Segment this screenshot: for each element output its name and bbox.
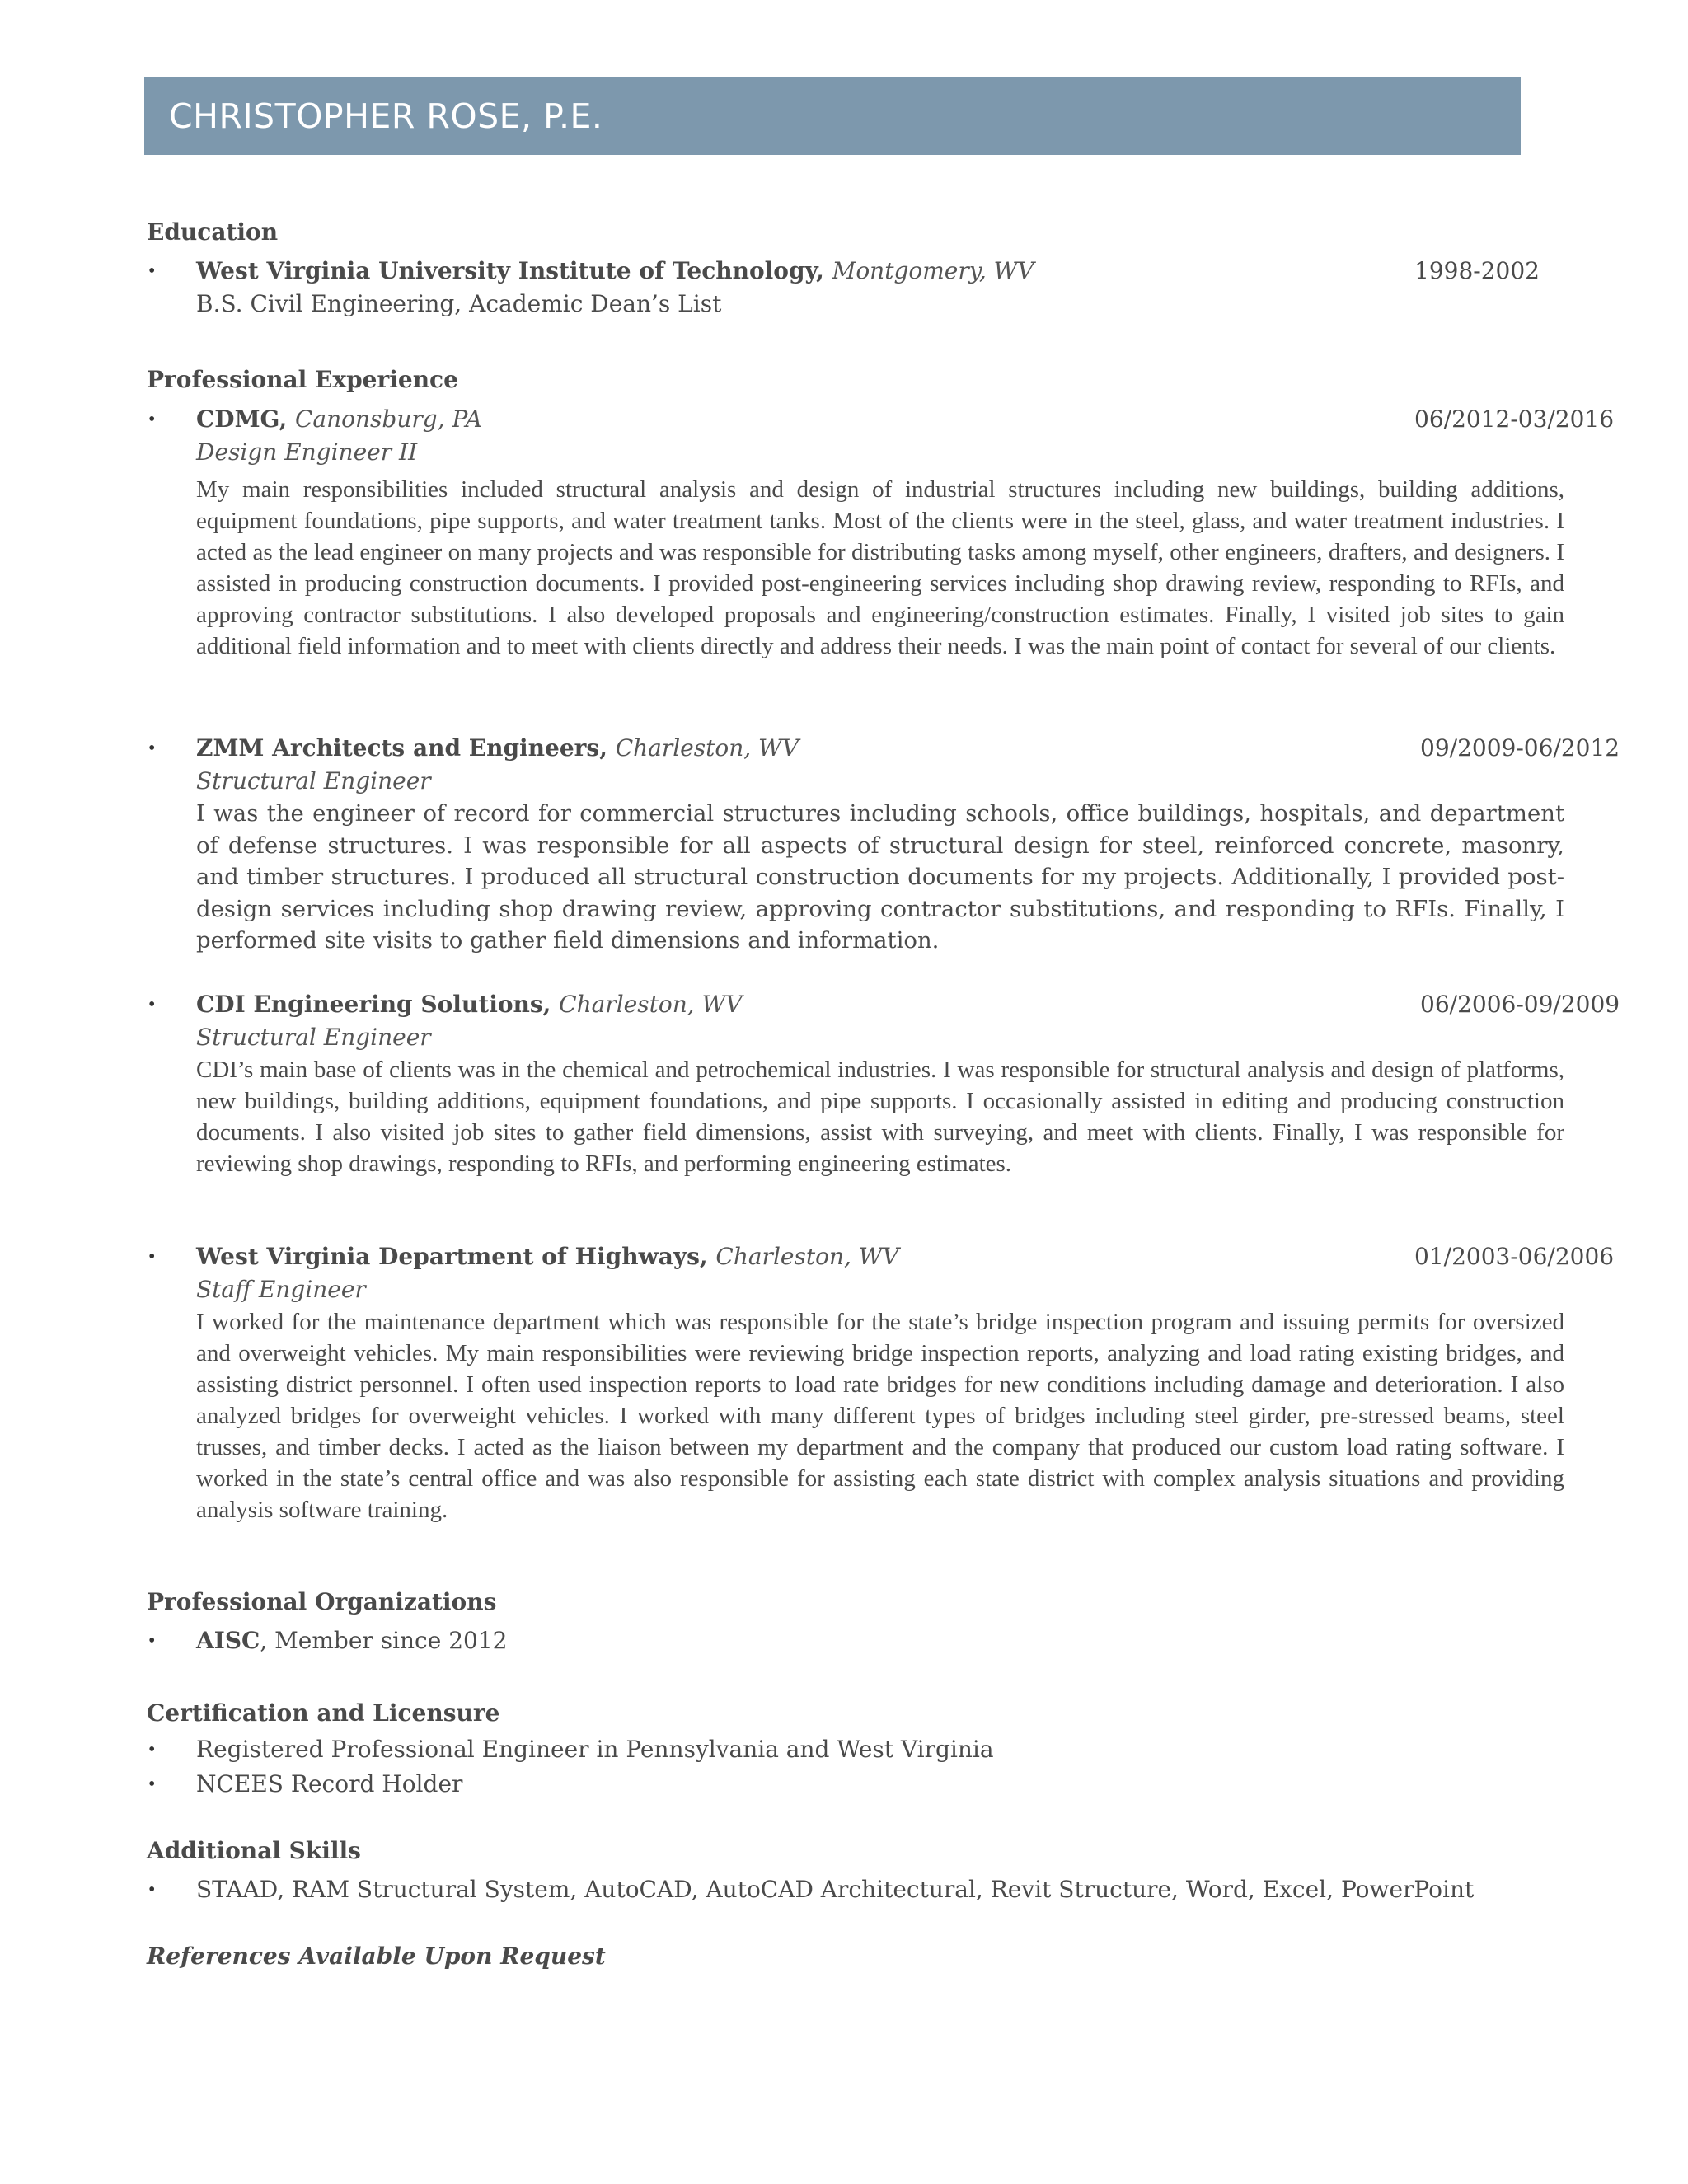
experience-section <box>147 363 1564 396</box>
job-header: CDMG, Canonsburg, PA 06/2012-03/2016 <box>196 403 1564 436</box>
job-header: West Virginia Department of Highways, Charleston, WV 01/2003-06/2006 <box>196 1240 1564 1273</box>
certification-item: NCEES Record Holder <box>196 1770 463 1797</box>
education-entry <box>147 255 1564 321</box>
company-name: ZMM Architects and Engineers <box>196 734 600 762</box>
bullet-icon: • <box>148 1246 156 1268</box>
organizations-section <box>147 1586 1564 1657</box>
organization-name: AISC <box>196 1627 260 1654</box>
company-location: Charleston, WV <box>715 1243 899 1270</box>
bullet-icon: • <box>148 1879 156 1900</box>
name-banner <box>144 77 1521 155</box>
job-entry <box>147 988 1620 1179</box>
company-name: CDI Engineering Solutions <box>196 991 543 1018</box>
job-description: My main responsibilities included structural analysis and design of industrial structures including new buildings, building additions, equipment foundations, pipe supports, and water treatment tanks. Most of the clients were in the steel, glass, and water treatment industries. I acted as the lead engineer on many projects and was responsible for distributing tasks among myself, other engineers, drafters, and designers. I assisted in producing construction documents. I provided post-engineering services including shop drawing review, responding to RFIs, and approving contractor substitutions. I also developed proposals and engineering/construction estimates. Finally, I visited job sites to gain additional field information and to meet with clients directly and address their needs. I was the main point of contact for several of our clients. <box>196 476 1564 659</box>
job-dates: 09/2009-06/2012 <box>1420 734 1620 762</box>
institution-location: Montgomery, WV <box>832 257 1034 284</box>
job-description: I was the engineer of record for commercial structures including schools, office buildings, hospitals, and department of defense structures. I was responsible for all aspects of structural design for steel, reinforced concrete, masonry, and timber structures. I produced all structural construction documents for my projects. Additionally, I provided post-design services including shop drawing review, approving contractor substitutions, and responding to RFIs. Finally, I performed site visits to gather field dimensions and information. <box>196 800 1564 954</box>
organization-detail: , Member since 2012 <box>260 1627 508 1654</box>
skills-heading: Additional Skills <box>147 1837 361 1864</box>
references-note: References Available Upon Request <box>147 1943 606 1970</box>
list-item <box>147 1733 1564 1766</box>
job-title: Structural Engineer <box>196 767 431 794</box>
job-dates: 06/2012-03/2016 <box>1414 405 1615 433</box>
education-entry-header: West Virginia University Institute of Technology, Montgomery, WV 1998-2002 <box>196 255 1564 288</box>
organizations-heading: Professional Organizations <box>147 1588 497 1615</box>
bullet-icon: • <box>148 1774 156 1795</box>
bullet-icon: • <box>148 409 156 430</box>
list-item <box>147 1768 1564 1801</box>
job-header: CDI Engineering Solutions, Charleston, WV 06/2006-09/2009 <box>196 988 1564 1021</box>
bullet-icon: • <box>148 260 156 282</box>
organization-entry <box>147 1624 1564 1657</box>
job-header: ZMM Architects and Engineers, Charleston, WV 09/2009-06/2012 <box>196 732 1564 765</box>
list-item <box>147 1873 1564 1906</box>
company-name: CDMG <box>196 405 279 433</box>
job-entry <box>147 1240 1615 1526</box>
skills-section <box>147 1835 1564 1906</box>
job-description: I worked for the maintenance department which was responsible for the state’s bridge inspection program and issuing permits for oversized and overweight vehicles. My main responsibilities were reviewing bridge inspection reports, analyzing and load rating existing bridges, and assisting district personnel. I often used inspection reports to load rate bridges for new conditions including damage and deterioration. I also analyzed bridges for overweight vehicles. I worked with many different types of bridges including steel girder, pre-stressed beams, steel trusses, and timber decks. I acted as the liaison between my department and the company that produced our custom load rating software. I worked in the state’s central office and was also responsible for assisting each state district with complex analysis situations and providing analysis software training. <box>196 1309 1564 1523</box>
company-location: Charleston, WV <box>615 734 799 762</box>
bullet-icon: • <box>148 1630 156 1652</box>
certification-heading: Certification and Licensure <box>147 1699 500 1727</box>
job-dates: 06/2006-09/2009 <box>1420 991 1620 1018</box>
job-description: CDI’s main base of clients was in the chemical and petrochemical industries. I was responsible for structural analysis and design of platforms, new buildings, building additions, equipment foundations, and pipe supports. I occasionally assisted in editing and producing construction documents. I also visited job sites to gather field dimensions, assist with surveying, and meet with clients. Finally, I was responsible for reviewing shop drawings, responding to RFIs, and performing engineering estimates. <box>196 1057 1564 1177</box>
education-dates: 1998-2002 <box>1414 257 1540 284</box>
certification-item: Registered Professional Engineer in Pennsylvania and West Virginia <box>196 1736 994 1763</box>
experience-heading: Professional Experience <box>147 366 458 393</box>
skills-list: STAAD, RAM Structural System, AutoCAD, AutoCAD Architectural, Revit Structure, Word, Excel, PowerPoint <box>196 1876 1475 1903</box>
job-entry <box>147 732 1620 957</box>
bullet-icon: • <box>148 994 156 1015</box>
references-section <box>147 1940 1564 1973</box>
job-title: Design Engineer II <box>196 438 418 466</box>
education-heading: Education <box>147 218 279 246</box>
job-title: Structural Engineer <box>196 1024 431 1051</box>
job-title: Staff Engineer <box>196 1276 366 1303</box>
company-location: Charleston, WV <box>559 991 743 1018</box>
candidate-name: CHRISTOPHER ROSE, P.E. <box>169 96 603 136</box>
degree: B.S. Civil Engineering, Academic Dean’s List <box>196 290 722 317</box>
job-dates: 01/2003-06/2006 <box>1414 1243 1615 1270</box>
certification-section <box>147 1697 1564 1801</box>
bullet-icon: • <box>148 738 156 759</box>
job-entry <box>147 403 1615 662</box>
company-name: West Virginia Department of Highways <box>196 1243 700 1270</box>
bullet-icon: • <box>148 1739 156 1760</box>
institution-name: West Virginia University Institute of Technology <box>196 257 817 284</box>
company-location: Canonsburg, PA <box>294 405 482 433</box>
education-section <box>147 216 1564 321</box>
